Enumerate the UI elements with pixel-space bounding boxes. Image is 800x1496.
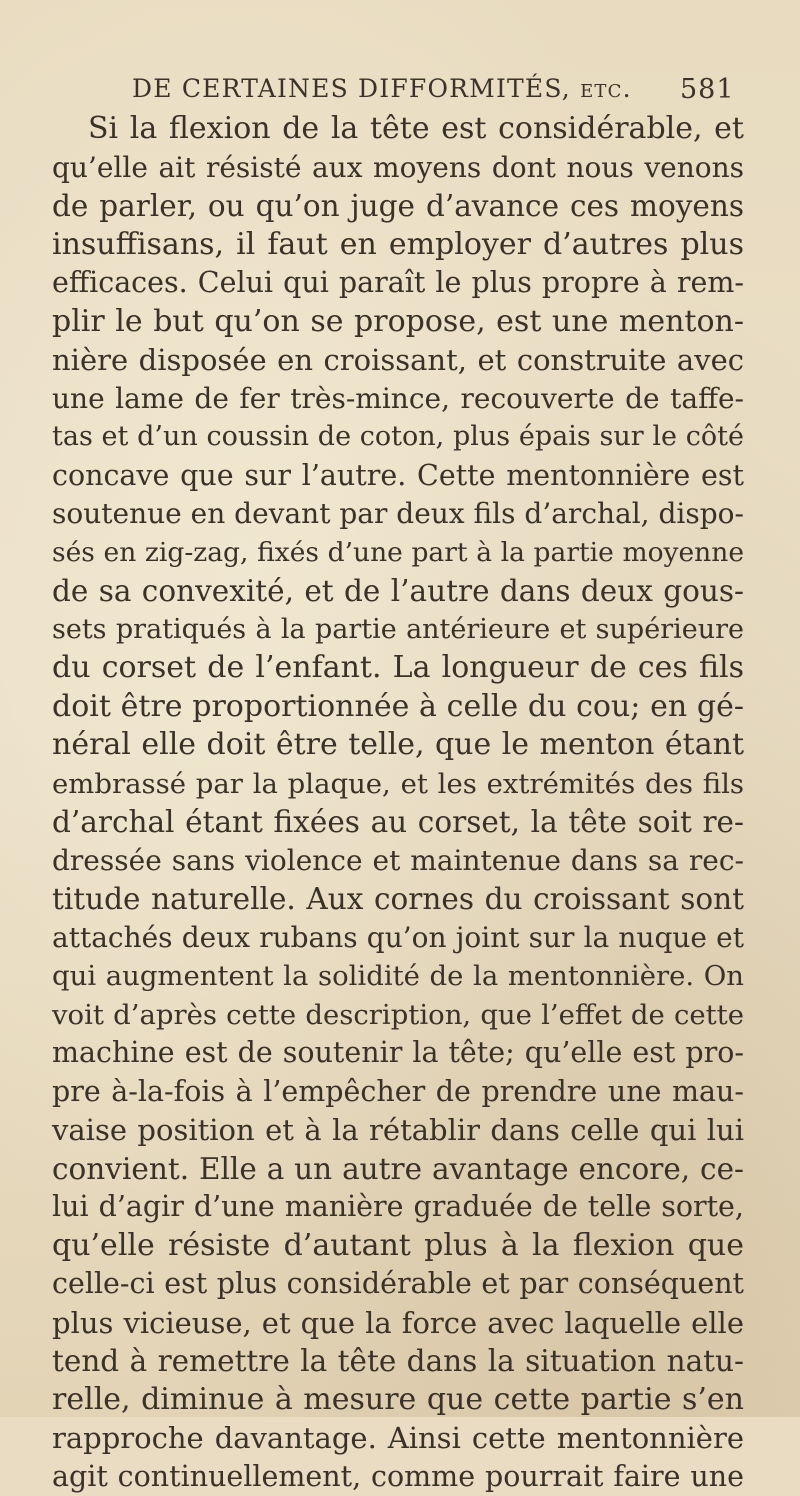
body-text [52,110,744,1496]
text-line: convient. Elle a un autre avantage encore, ce- [52,1150,744,1189]
text-line: nière disposée en croissant, et construite avec [52,341,744,380]
text-line: celle-ci est plus considérable et par conséquent [52,1265,744,1304]
text-line: plir le but qu’on se propose, est une menton- [52,303,744,342]
text-line: lui d’agir d’une manière graduée de telle sorte, [52,1188,744,1227]
text-line: relle, diminue à mesure que cette partie s’en [52,1381,744,1420]
page-number: 581 [680,74,735,105]
text-line: vaise position et à la rétablir dans celle qui lui [52,1111,744,1150]
text-line: sets pratiqués à la partie antérieure et supérieure [52,611,744,650]
text-line: une lame de fer très-mince, recouverte de taffe- [52,380,744,419]
text-line: titude naturelle. Aux cornes du croissant sont [52,880,744,919]
text-line: attachés deux rubans qu’on joint sur la nuque et [52,919,744,958]
text-line: doit être proportionnée à celle du cou; en gé- [52,688,744,727]
text-line: embrassé par la plaque, et les extrémités des fils [52,765,744,804]
text-line: dressée sans violence et maintenue dans sa rec- [52,842,744,881]
text-line: concave que sur l’autre. Cette mentonnière est [52,457,744,496]
text-line: tas et d’un coussin de coton, plus épais sur le côté [52,418,744,457]
text-line: plus vicieuse, et que la force avec laquelle elle [52,1304,744,1343]
text-line: soutenue en devant par deux fils d’archal, dispo- [52,495,744,534]
text-line: voit d’après cette description, que l’effet de cette [52,996,744,1035]
text-line: qu’elle ait résisté aux moyens dont nous venons [52,149,744,188]
page-header [0,74,800,108]
text-line: pre à-la-fois à l’empêcher de prendre une mau- [52,1073,744,1112]
text-line: de parler, ou qu’on juge d’avance ces moyens [52,187,744,226]
text-line: insuffisans, il faut en employer d’autres plus [52,226,744,265]
text-line: néral elle doit être telle, que le menton étant [52,726,744,765]
text-line: efficaces. Celui qui paraît le plus propre à rem- [52,264,744,303]
text-line: d’archal étant fixées au corset, la tête soit re- [52,803,744,842]
text-line: rapproche davantage. Ainsi cette mentonnière [52,1419,744,1458]
text-line: de sa convexité, et de l’autre dans deux gous- [52,572,744,611]
running-head: DE CERTAINES DIFFORMITÉS, etc. [132,74,632,103]
text-line: Si la flexion de la tête est considérable, et [52,110,744,149]
text-line: qu’elle résiste d’autant plus à la flexion que [52,1227,744,1266]
text-line: du corset de l’enfant. La longueur de ces fils [52,649,744,688]
text-line: sés en zig-zag, fixés d’une part à la partie moyenne [52,534,744,573]
text-line: agit continuellement, comme pourrait faire une [52,1458,744,1496]
text-line: machine est de soutenir la tête; qu’elle est pro- [52,1034,744,1073]
text-line: qui augmentent la solidité de la mentonnière. On [52,957,744,996]
text-line: tend à remettre la tête dans la situation natu- [52,1342,744,1381]
